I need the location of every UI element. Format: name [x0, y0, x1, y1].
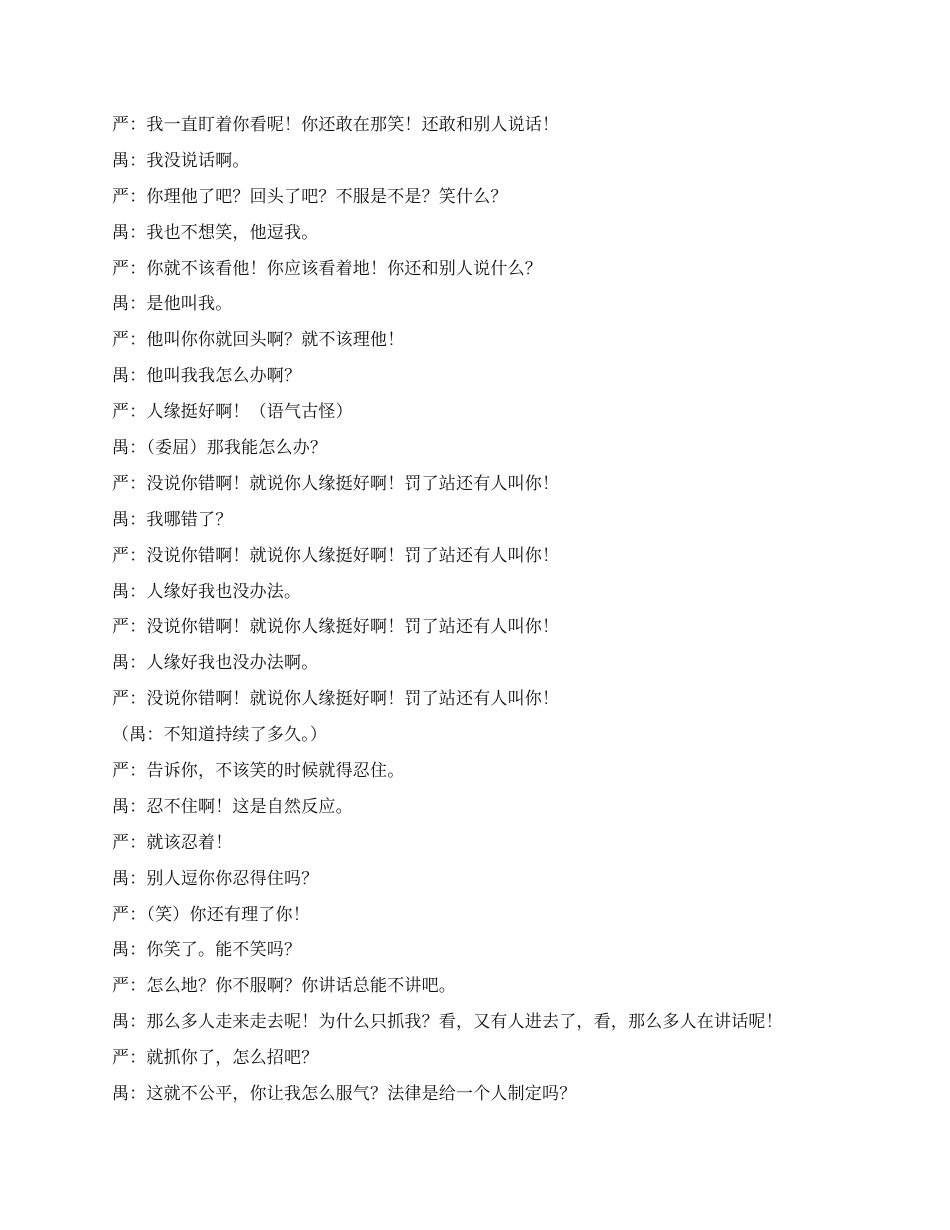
dialogue-line: 禺：我哪错了？	[112, 509, 233, 530]
dialogue-line: 禺：我也不想笑，他逗我。	[112, 222, 319, 243]
dialogue-line: 严：就抓你了，怎么招吧？	[112, 1048, 319, 1069]
dialogue-line: 禺：这就不公平，你让我怎么服气？法律是给一个人制定吗？	[112, 1084, 577, 1105]
dialogue-text	[112, 108, 912, 1113]
dialogue-line: 禺：人缘好我也没办法。	[112, 581, 302, 602]
dialogue-line: 严：他叫你你就回头啊？就不该理他！	[112, 330, 405, 351]
dialogue-line: （禺：不知道持续了多久。）	[112, 725, 328, 746]
dialogue-line: 禺：那么多人走来走去呢！为什么只抓我？看，又有人进去了，看，那么多人在讲话呢！	[112, 1012, 783, 1033]
dialogue-line: 严：你就不该看他！你应该看着地！你还和别人说什么？	[112, 258, 542, 279]
dialogue-line: 严：没说你错啊！就说你人缘挺好啊！罚了站还有人叫你！	[112, 473, 560, 494]
dialogue-line: 禺：别人逗你你忍得住吗？	[112, 868, 319, 889]
dialogue-line: 严：就该忍着！	[112, 832, 233, 853]
dialogue-line: 严：你理他了吧？回头了吧？不服是不是？笑什么？	[112, 186, 508, 207]
dialogue-line: 严：没说你错啊！就说你人缘挺好啊！罚了站还有人叫你！	[112, 689, 560, 710]
dialogue-line: 禺：我没说话啊。	[112, 150, 250, 171]
dialogue-line: 严：人缘挺好啊！（语气古怪）	[112, 402, 353, 423]
dialogue-line: 严：我一直盯着你看呢！你还敢在那笑！还敢和别人说话！	[112, 115, 560, 135]
dialogue-line: 禺：是他叫我。	[112, 294, 233, 315]
dialogue-line: 禺：他叫我我怎么办啊？	[112, 366, 302, 387]
dialogue-line: 严：怎么地？你不服啊？你讲话总能不讲吧。	[112, 976, 456, 997]
dialogue-line: 禺：（委屈）那我能怎么办？	[112, 438, 328, 459]
dialogue-line: 严：（笑）你还有理了你！	[112, 904, 310, 925]
dialogue-line: 禺：你笑了。能不笑吗？	[112, 940, 302, 961]
dialogue-line: 严：没说你错啊！就说你人缘挺好啊！罚了站还有人叫你！	[112, 545, 560, 566]
dialogue-line: 禺：人缘好我也没办法啊。	[112, 653, 319, 674]
dialogue-line: 严：告诉你，不该笑的时候就得忍住。	[112, 761, 405, 782]
dialogue-line: 严：没说你错啊！就说你人缘挺好啊！罚了站还有人叫你！	[112, 617, 560, 638]
dialogue-line: 禺：忍不住啊！这是自然反应。	[112, 796, 353, 817]
